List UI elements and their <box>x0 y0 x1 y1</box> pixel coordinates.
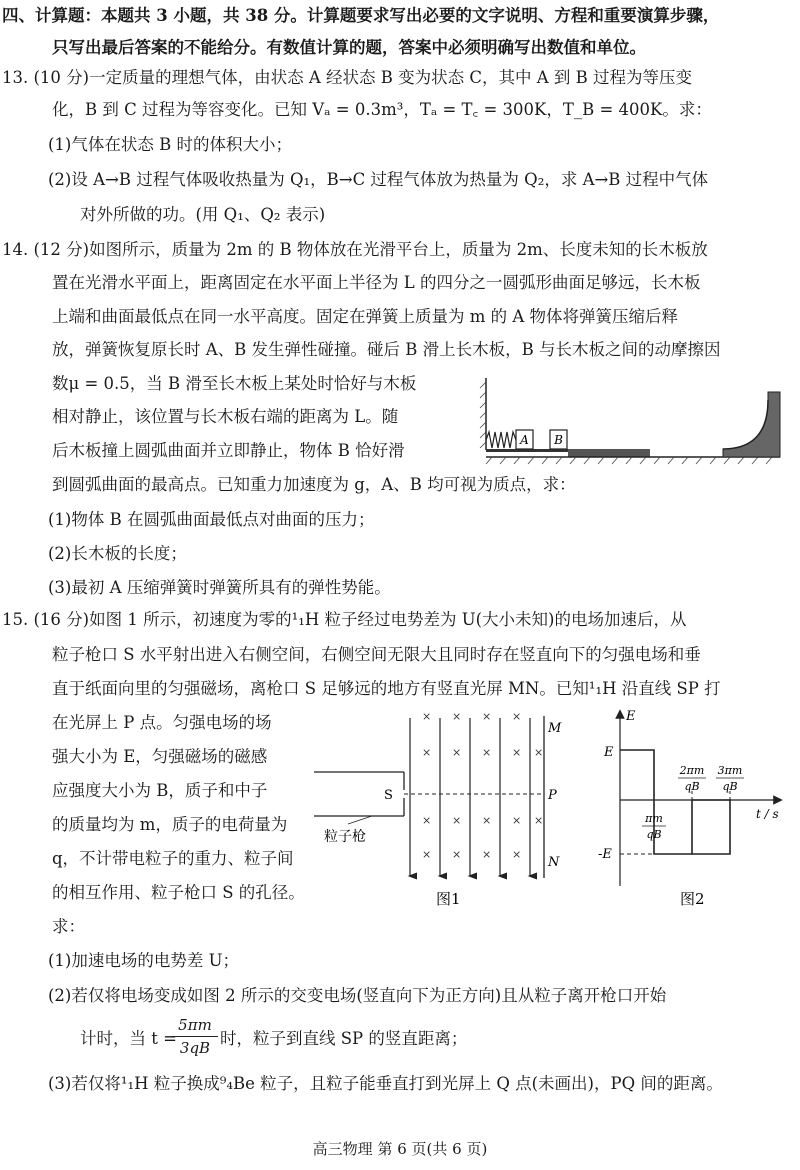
section-header-line2: 只写出最后答案的不能给分。有数值计算的题，答案中必须明确写出数值和单位。 <box>52 38 646 57</box>
svg-text:qB: qB <box>684 780 700 793</box>
q14-line3: 上端和曲面最低点在同一水平高度。固定在弹簧上质量为 m 的 A 物体将弹簧压缩后释 <box>52 307 679 326</box>
q15-line9: 的相互作用、粒子枪口 S 的孔径。 <box>52 883 305 902</box>
cross: × <box>482 746 492 759</box>
page-footer: 高三物理 第 6 页(共 6 页) <box>312 1140 488 1158</box>
q14-figure <box>478 370 784 466</box>
cross: × <box>482 814 492 827</box>
q13-line2: 化，B 到 C 过程为等容变化。已知 Vₐ = 0.3m³，Tₐ = T꜀ = 300K，T_B = 400K。求： <box>52 100 712 119</box>
svg-text:2πm: 2πm <box>679 764 705 777</box>
q13-sub2b: 对外所做的功。(用 Q₁、Q₂ 表示) <box>80 205 326 224</box>
cross: × <box>452 746 462 759</box>
q14-line5: 数μ = 0.5，当 B 滑至长木板上某处时恰好与木板 <box>52 374 417 393</box>
q15-line10: 求： <box>52 917 85 936</box>
q15-figure2 <box>596 706 792 910</box>
cross: × <box>422 746 432 759</box>
label-gun: 粒子枪 <box>324 829 366 845</box>
cross: × <box>534 814 544 827</box>
fig1-caption: 图1 <box>436 890 461 908</box>
cross: × <box>482 848 492 861</box>
label-n: N <box>548 855 560 870</box>
tick-t3 <box>716 764 744 793</box>
q15-line3: 直于纸面向里的匀强磁场，离枪口 S 足够远的地方有竖直光屏 MN。已知¹₁H 沿直线 SP 打 <box>52 679 721 698</box>
q14-line8: 到圆弧曲面的最高点。已知重力加速度为 g，A、B 均可视为质点，求： <box>52 475 576 494</box>
q14-sub3: (3)最初 A 压缩弹簧时弹簧所具有的弹性势能。 <box>48 578 391 597</box>
q15-line5: 强大小为 E，匀强磁场的磁感 <box>52 747 268 766</box>
q14-line4: 放，弹簧恢复原长时 A、B 发生弹性碰撞。碰后 B 滑上长木板，B 与长木板之间的动摩擦因 <box>52 340 721 359</box>
q15-sub1: (1)加速电场的电势差 U； <box>48 951 240 970</box>
block-a-label: A <box>520 433 529 447</box>
gun-pointer <box>348 816 372 824</box>
label-s: S <box>384 788 393 803</box>
cross: × <box>512 848 522 861</box>
q15-line8: q，不计带电粒子的重力、粒子间 <box>52 849 294 868</box>
q13-sub1: (1)气体在状态 B 时的体积大小； <box>48 135 292 154</box>
q14-sub2: (2)长木板的长度； <box>48 544 187 563</box>
svg-text:πm: πm <box>645 812 663 825</box>
block-b-label: B <box>554 433 563 447</box>
svg-text:qB: qB <box>646 828 662 841</box>
q15-sub2b-post: 时，粒子到直线 SP 的竖直距离； <box>220 1029 468 1048</box>
e-positive-label: E <box>604 745 614 760</box>
cross: × <box>452 848 462 861</box>
q14-line6: 相对静止，该位置与长木板右端的距离为 L。随 <box>52 407 399 426</box>
q14-line2: 置在光滑水平面上，距离固定在水平面上半径为 L 的四分之一圆弧形曲面足够远，长木板 <box>52 273 701 292</box>
ground-hatching <box>486 457 772 464</box>
tick-t2 <box>678 764 706 793</box>
section-header-line1: 四、计算题：本题共 3 小题，共 38 分。计算题要求写出必要的文字说明、方程和重要演算步骤， <box>2 6 720 25</box>
q15-time-numerator: 5πm <box>172 1014 218 1037</box>
svg-text:qB: qB <box>722 780 738 793</box>
q13-sub2a: (2)设 A→B 过程气体吸收热量为 Q₁，B→C 过程气体放为热量为 Q₂，求 A→B 过程中气体 <box>48 170 709 189</box>
q14-line1: 14. (12 分)如图所示，质量为 2m 的 B 物体放在光滑平台上，质量为 2m、长度未知的长木板放 <box>2 240 708 259</box>
e-negative-label: -E <box>598 847 612 862</box>
cross: × <box>452 814 462 827</box>
q14-line7: 后木板撞上圆弧曲面并立即静止，物体 B 恰好滑 <box>52 441 405 460</box>
t-axis-label: t / s <box>756 807 779 821</box>
cross: × <box>422 710 432 723</box>
spring <box>486 432 516 448</box>
q15-time-fraction <box>172 1014 218 1059</box>
q15-sub3: (3)若仅将¹₁H 粒子换成⁹₄Be 粒子，且粒子能垂直打到光屏上 Q 点(未画出)，PQ 间的距离。 <box>48 1074 723 1093</box>
q15-line6: 应强度大小为 B，质子和中子 <box>52 781 268 800</box>
cross: × <box>534 746 544 759</box>
cross: × <box>422 814 432 827</box>
q15-time-denominator: 3qB <box>179 1039 211 1057</box>
q13-line1: 13. (10 分)一定质量的理想气体，由状态 A 经状态 B 变为状态 C，其中 A 到 B 过程为等压变 <box>2 68 693 87</box>
cross: × <box>482 710 492 723</box>
q15-line2: 粒子枪口 S 水平射出进入右侧空间，右侧空间无限大且同时存在竖直向下的匀强电场和垂 <box>52 645 701 664</box>
arc-surface <box>723 392 780 457</box>
waveform-part2 <box>692 800 730 854</box>
long-board <box>568 449 650 457</box>
q14-sub1: (1)物体 B 在圆弧曲面最低点对曲面的压力； <box>48 510 375 529</box>
wall-hatching <box>480 382 486 448</box>
cross: × <box>512 814 522 827</box>
q15-line7: 的质量均为 m，质子的电荷量为 <box>52 815 288 834</box>
label-p: P <box>548 788 557 803</box>
cross: × <box>512 710 522 723</box>
q15-line1: 15. (16 分)如图 1 所示，初速度为零的¹₁H 粒子经过电势差为 U(大小未知)的电场加速后，从 <box>2 610 687 629</box>
q15-sub2b-pre: 计时，当 t = <box>80 1029 177 1048</box>
e-axis-label: E <box>626 709 636 724</box>
svg-text:3πm: 3πm <box>717 764 743 777</box>
q15-figure1 <box>312 706 580 910</box>
cross: × <box>422 848 432 861</box>
cross: × <box>452 710 462 723</box>
q15-sub2a: (2)若仅将电场变成如图 2 所示的交变电场(竖直向下为正方向)且从粒子离开枪口开始 <box>48 986 667 1005</box>
label-m: M <box>548 721 562 736</box>
q15-line4: 在光屏上 P 点。匀强电场的场 <box>52 713 272 732</box>
fig2-caption: 图2 <box>680 890 705 908</box>
cross: × <box>512 746 522 759</box>
